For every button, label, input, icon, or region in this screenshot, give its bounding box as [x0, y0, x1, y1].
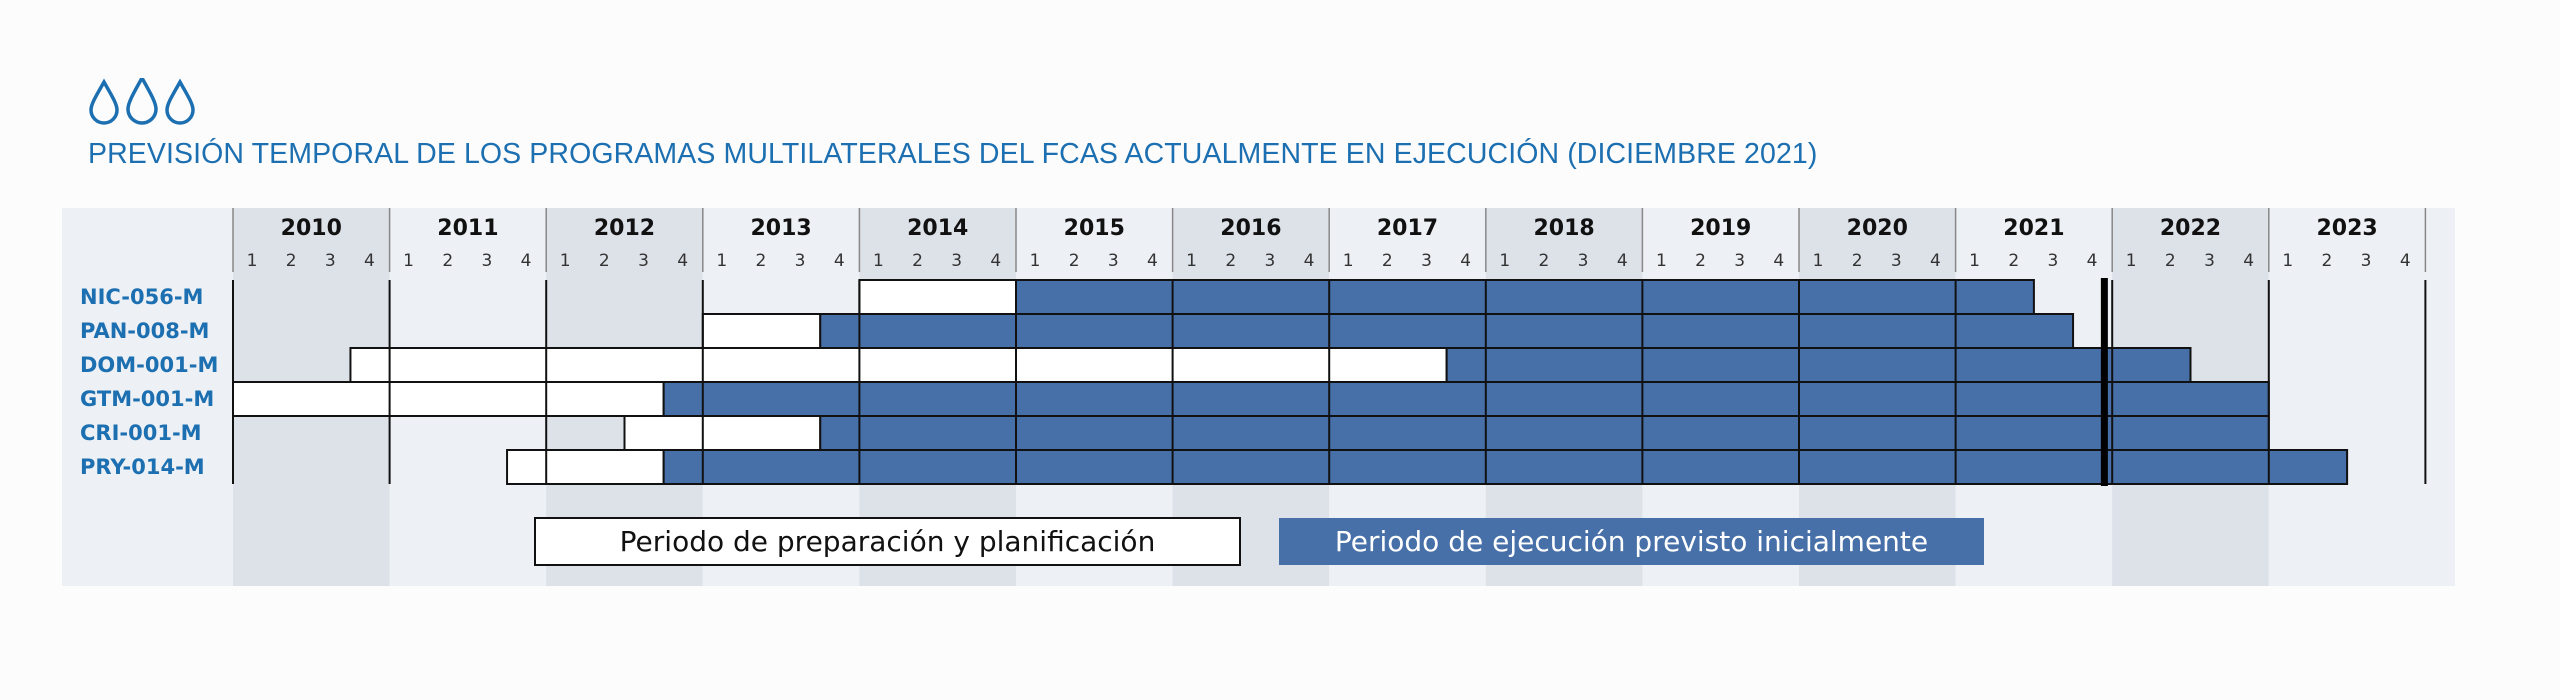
program-code: PRY-014-M: [80, 455, 205, 479]
year-label: 2017: [1376, 216, 1439, 241]
quarter-label: 4: [990, 251, 1002, 271]
quarter-label: 1: [1499, 251, 1511, 271]
quarter-label: 4: [364, 251, 375, 271]
quarter-label: 3: [481, 251, 493, 271]
execution-bar: [1447, 348, 2191, 382]
year-label: 2010: [280, 216, 342, 241]
quarter-label: 2: [1381, 251, 1393, 271]
year-label: 2015: [1063, 216, 1125, 241]
quarter-label: 1: [403, 251, 415, 271]
quarter-label: 1: [2282, 251, 2294, 271]
program-code: GTM-001-M: [80, 387, 215, 411]
quarter-label: 3: [2204, 251, 2215, 271]
quarter-label: 4: [2086, 251, 2098, 271]
year-label: 2013: [750, 216, 812, 241]
quarter-label: 4: [833, 251, 845, 271]
quarter-label: 4: [1460, 251, 1472, 271]
quarter-label: 3: [638, 251, 649, 271]
quarter-label: 3: [2047, 251, 2059, 271]
quarter-label: 3: [2360, 251, 2372, 271]
quarter-label: 3: [951, 251, 963, 271]
quarter-label: 2: [285, 251, 297, 271]
quarter-label: 3: [1890, 251, 1902, 271]
program-code: DOM-001-M: [80, 353, 219, 377]
program-code: NIC-056-M: [80, 285, 204, 309]
quarter-label: 1: [2125, 251, 2137, 271]
quarter-label: 1: [872, 251, 884, 271]
page-title: PREVISIÓN TEMPORAL DE LOS PROGRAMAS MULTILATERALES DEL FCAS ACTUALMENTE EN EJECUCIÓN (DICIEMBRE 2021): [88, 138, 1818, 170]
year-label: 2011: [437, 216, 499, 241]
quarter-label: 4: [1147, 251, 1158, 271]
quarter-label: 2: [1225, 251, 1237, 271]
quarter-label: 4: [677, 251, 689, 271]
quarter-label: 2: [1851, 251, 1863, 271]
quarter-label: 2: [755, 251, 767, 271]
quarter-label: 1: [559, 251, 571, 271]
preparation-bar: [859, 280, 1016, 314]
execution-bar: [664, 382, 2269, 416]
year-label: 2023: [2316, 216, 2378, 241]
legend-label-preparation: Periodo de preparación y planificación: [619, 525, 1156, 558]
quarter-label: 2: [1068, 251, 1080, 271]
execution-bar: [1016, 280, 2034, 314]
execution-bar: [664, 450, 2347, 484]
quarter-label: 3: [1107, 251, 1119, 271]
year-label: 2022: [2159, 216, 2222, 241]
quarter-label: 4: [1616, 251, 1628, 271]
year-label: 2020: [1846, 216, 1908, 241]
quarter-label: 4: [1773, 251, 1785, 271]
quarter-label: 1: [1812, 251, 1824, 271]
quarter-label: 4: [2243, 251, 2255, 271]
preparation-bar: [350, 348, 1446, 382]
year-label: 2019: [1690, 216, 1752, 241]
preparation-bar: [233, 382, 664, 416]
program-code: CRI-001-M: [80, 421, 202, 445]
quarter-label: 1: [246, 251, 258, 271]
preparation-bar: [703, 314, 820, 348]
year-label: 2021: [2003, 216, 2065, 241]
quarter-label: 1: [1029, 251, 1041, 271]
quarter-label: 4: [1930, 251, 1941, 271]
quarter-label: 3: [1577, 251, 1589, 271]
quarter-label: 1: [1655, 251, 1667, 271]
quarter-label: 2: [442, 251, 454, 271]
quarter-label: 4: [1303, 251, 1315, 271]
quarter-label: 3: [324, 251, 336, 271]
legend-label-execution: Periodo de ejecución previsto inicialmente: [1334, 525, 1929, 558]
preparation-bar: [625, 416, 821, 450]
quarter-label: 2: [2008, 251, 2020, 271]
quarter-label: 3: [1264, 251, 1276, 271]
quarter-label: 2: [1538, 251, 1550, 271]
quarter-label: 3: [794, 251, 806, 271]
execution-bar: [820, 314, 2073, 348]
year-label: 2018: [1533, 216, 1595, 241]
quarter-label: 1: [1342, 251, 1354, 271]
quarter-label: 3: [1734, 251, 1746, 271]
quarter-label: 2: [2164, 251, 2176, 271]
execution-bar: [820, 416, 2269, 450]
quarter-label: 2: [912, 251, 923, 271]
program-code: PAN-008-M: [80, 319, 210, 343]
year-label: 2012: [593, 216, 656, 241]
quarter-label: 2: [2321, 251, 2333, 271]
year-label: 2014: [907, 216, 969, 241]
quarter-label: 2: [1695, 251, 1706, 271]
quarter-label: 4: [2399, 251, 2411, 271]
quarter-label: 1: [1969, 251, 1981, 271]
year-label: 2016: [1220, 216, 1282, 241]
quarter-label: 1: [1186, 251, 1198, 271]
quarter-label: 2: [598, 251, 610, 271]
quarter-label: 4: [520, 251, 532, 271]
quarter-label: 3: [1421, 251, 1432, 271]
quarter-label: 1: [716, 251, 728, 271]
preparation-bar: [507, 450, 664, 484]
